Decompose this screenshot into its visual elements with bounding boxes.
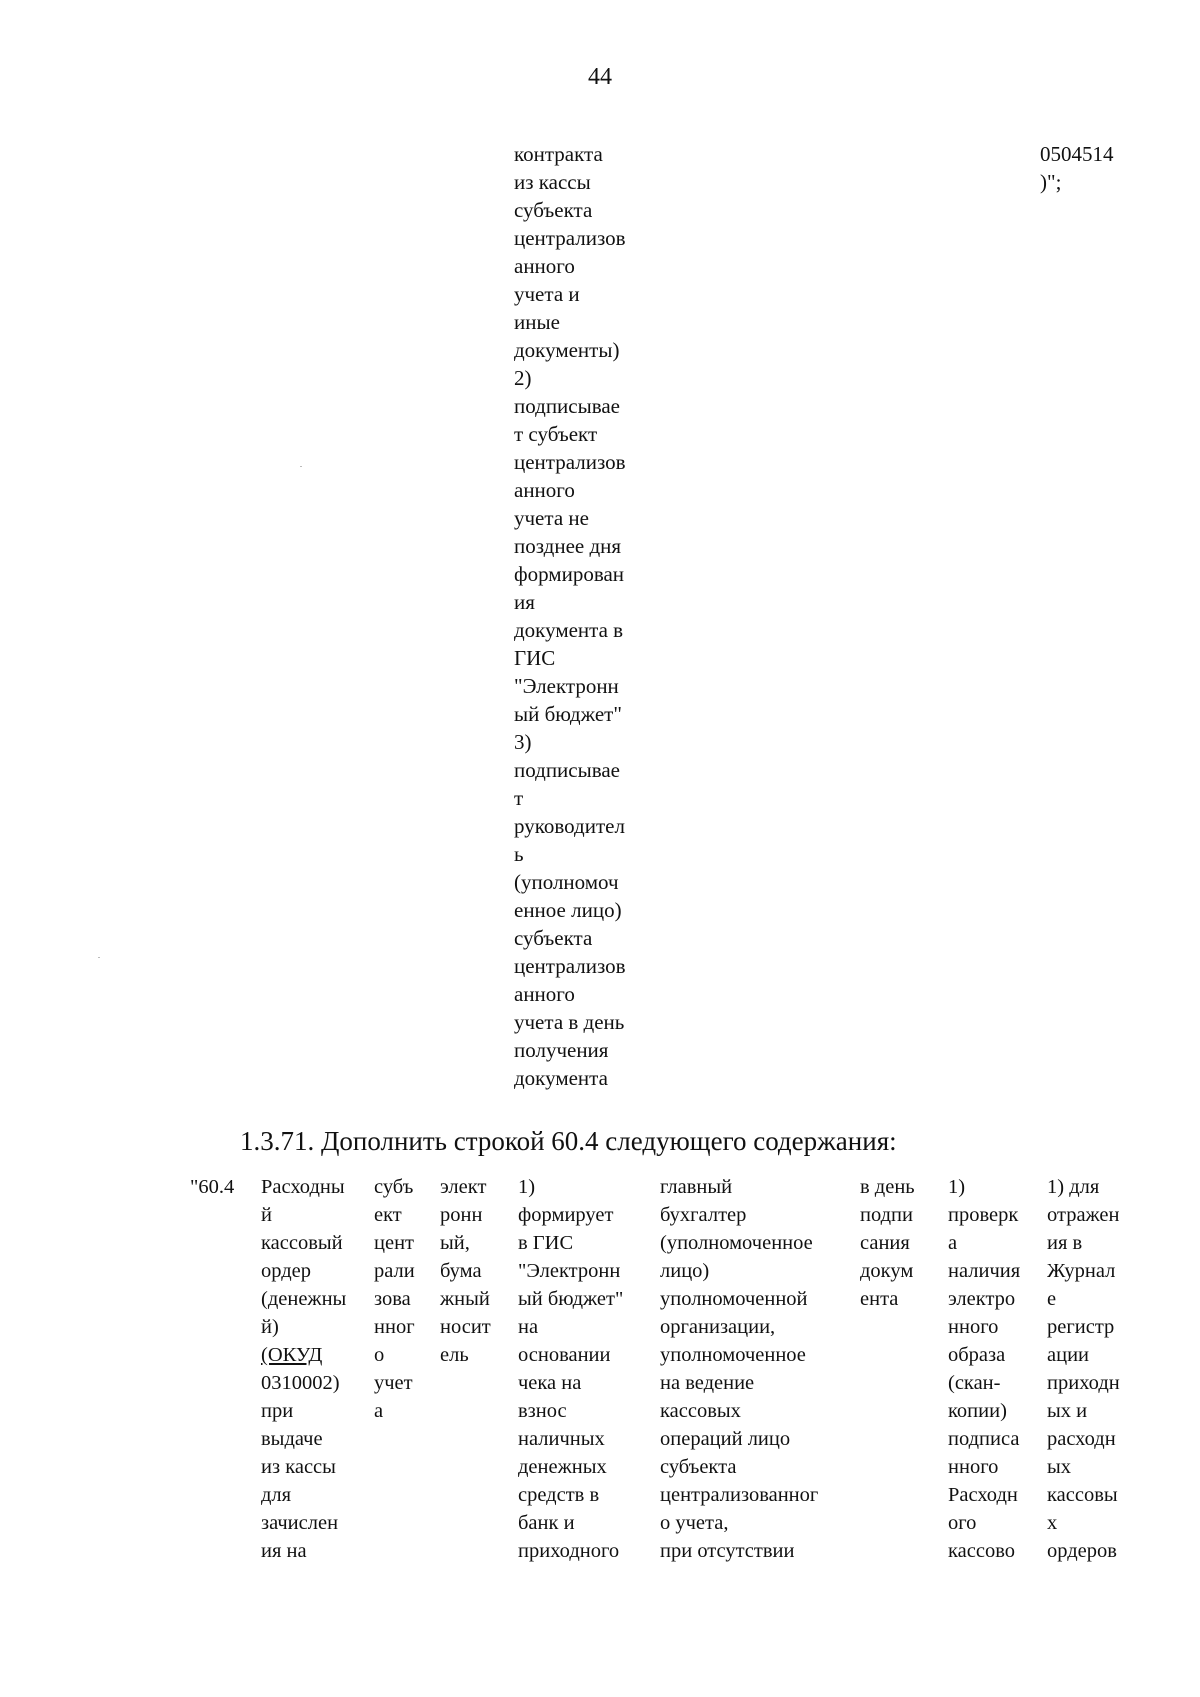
text-line: наличия (948, 1260, 1021, 1282)
text-line: ронн (440, 1204, 483, 1226)
text-line: отражен (1047, 1204, 1120, 1226)
text-line: ь (514, 842, 524, 866)
text-line: руководител (514, 814, 625, 838)
text-line: докум (860, 1260, 914, 1282)
text-line: операций лицо (660, 1428, 791, 1450)
text-line: ого (948, 1512, 977, 1534)
text-line: учета и (514, 282, 580, 306)
text-line: на ведение (660, 1372, 755, 1394)
text-line: 1) (948, 1176, 966, 1198)
text-line: контракта (514, 142, 603, 166)
text-line: наличных (518, 1428, 605, 1450)
formation-procedure-cell (518, 1173, 623, 1565)
text-line: т (514, 786, 524, 810)
text-line: кассово (948, 1540, 1015, 1562)
text-line: жный (440, 1288, 490, 1310)
text-line: о учета, (660, 1512, 729, 1534)
text-line: ый бюджет" (518, 1288, 624, 1310)
text-line: нного (948, 1316, 999, 1338)
text-line: субъекта (660, 1456, 737, 1478)
text-line: ия на (261, 1540, 307, 1562)
scan-speck (300, 466, 302, 467)
media-type-cell (440, 1173, 491, 1369)
text-line: ия (514, 590, 535, 614)
text-line: ых (1047, 1456, 1072, 1478)
verification-cell (948, 1173, 1020, 1565)
text-line: а (374, 1400, 384, 1422)
text-line: й) (261, 1316, 279, 1338)
text-line: из кассы (261, 1456, 336, 1478)
text-line: подписывае (514, 394, 621, 418)
row-number-cell (190, 1173, 234, 1201)
text-line: ых и (1047, 1400, 1088, 1422)
text-line: анного (514, 254, 575, 278)
text-line: (денежны (261, 1288, 347, 1310)
text-line: ый бюджет" (514, 702, 622, 726)
text-line: ордеров (1047, 1540, 1117, 1562)
text-line: приходн (1047, 1372, 1120, 1394)
text-line: банк и (518, 1512, 575, 1534)
text-line: для (261, 1484, 292, 1506)
text-line: иные (514, 310, 560, 334)
text-line: 1) для (1047, 1176, 1100, 1198)
text-line: анного (514, 982, 575, 1006)
text-line: субъ (374, 1176, 414, 1198)
text-line: приходного (518, 1540, 620, 1562)
text-line: 3) (514, 730, 532, 754)
text-line: образа (948, 1344, 1006, 1366)
text-line: "Электронн (514, 674, 619, 698)
text-line: нног (374, 1316, 415, 1338)
text-line: подписывае (514, 758, 621, 782)
text-line: 0310002) (261, 1372, 340, 1394)
text-line: ия в (1047, 1232, 1083, 1254)
text-line: формирован (514, 562, 625, 586)
text-line: ордер (261, 1260, 312, 1282)
text-line: позднее дня (514, 534, 622, 558)
text-line: ель (440, 1344, 469, 1366)
text-line: расходн (1047, 1428, 1116, 1450)
text-line: )"; (1040, 170, 1062, 194)
registration-cell (1047, 1173, 1120, 1565)
text-line: регистр (1047, 1316, 1115, 1338)
text-line: енное лицо) (514, 898, 622, 922)
text-line: главный (660, 1176, 733, 1198)
text-line: й (261, 1204, 272, 1226)
text-line: цент (374, 1232, 414, 1254)
text-line: Расходны (261, 1176, 345, 1198)
text-line: носит (440, 1316, 491, 1338)
text-line: централизованног (660, 1484, 819, 1506)
text-line: на (518, 1316, 539, 1338)
text-line: 2) (514, 366, 532, 390)
text-line: ГИС (514, 646, 556, 670)
text-line: субъекта (514, 198, 593, 222)
text-line: Расходн (948, 1484, 1018, 1506)
text-line: субъекта (514, 926, 593, 950)
text-line: документа в (514, 618, 624, 642)
text-line: анного (514, 478, 575, 502)
scan-speck (98, 957, 100, 958)
text-line: лицо) (660, 1260, 710, 1282)
text-line: е (1047, 1288, 1057, 1310)
text-line: сания (860, 1232, 910, 1254)
text-line: зачислен (261, 1512, 339, 1534)
text-line: основании (518, 1344, 611, 1366)
text-line: нного (948, 1456, 999, 1478)
text-line: рали (374, 1260, 415, 1282)
text-line: электро (948, 1288, 1016, 1310)
text-line: организации, (660, 1316, 776, 1338)
text-line: элект (440, 1176, 487, 1198)
text-line: бухгалтер (660, 1204, 747, 1226)
text-line: чека на (518, 1372, 582, 1394)
text-line: ента (860, 1288, 899, 1310)
text-line: уполномоченной (660, 1288, 808, 1310)
signer-cell (660, 1173, 818, 1565)
text-line: копии) (948, 1400, 1007, 1422)
text-line: взнос (518, 1400, 567, 1422)
text-line: уполномоченное (660, 1344, 806, 1366)
text-line: учета в день (514, 1010, 625, 1034)
text-line: формирует (518, 1204, 614, 1226)
text-line: учета не (514, 506, 589, 530)
text-line: (ОКУД (261, 1344, 323, 1366)
text-line: в день (860, 1176, 915, 1198)
text-line: ации (1047, 1344, 1090, 1366)
text-line: денежных (518, 1456, 607, 1478)
text-line: бума (440, 1260, 482, 1282)
text-line: (уполномоченное (660, 1232, 813, 1254)
continuation-code-column (1040, 140, 1160, 196)
text-line: (скан- (948, 1372, 1001, 1394)
text-line: о (374, 1344, 385, 1366)
text-line: кассовый (261, 1232, 343, 1254)
text-line: при отсутствии (660, 1540, 795, 1562)
text-line: х (1047, 1512, 1058, 1534)
text-line: в ГИС (518, 1232, 574, 1254)
text-line: получения (514, 1038, 609, 1062)
compiler-cell (374, 1173, 415, 1425)
document-name-cell (261, 1173, 346, 1565)
text-line: централизов (514, 450, 626, 474)
text-line: централизов (514, 226, 626, 250)
text-line: средств в (518, 1484, 600, 1506)
text-line: централизов (514, 954, 626, 978)
text-line: ект (374, 1204, 402, 1226)
text-line: кассовых (660, 1400, 741, 1422)
text-line: выдаче (261, 1428, 323, 1450)
text-line: ый, (440, 1232, 470, 1254)
text-line: при (261, 1400, 294, 1422)
text-line: "Электронн (518, 1260, 621, 1282)
text-line: "60.4 (190, 1176, 235, 1198)
text-line: учет (374, 1372, 413, 1394)
instruction-text: 1.3.71. Дополнить строкой 60.4 следующего содержания: (240, 1126, 897, 1156)
text-line: 0504514 (1040, 142, 1114, 166)
text-line: Журнал (1047, 1260, 1116, 1282)
text-line: кассовы (1047, 1484, 1118, 1506)
text-line: 1) (518, 1176, 536, 1198)
text-line: (уполномоч (514, 870, 619, 894)
text-line: подпи (860, 1204, 914, 1226)
deadline-cell (860, 1173, 915, 1313)
text-line: документа (514, 1066, 608, 1090)
text-line: из кассы (514, 170, 591, 194)
page-number: 44 (588, 64, 612, 90)
text-line: подписа (948, 1428, 1020, 1450)
text-line: т субъект (514, 422, 598, 446)
text-line: проверк (948, 1204, 1019, 1226)
continuation-form-column (514, 140, 664, 1092)
text-line: зова (374, 1288, 411, 1310)
text-line: а (948, 1232, 958, 1254)
text-line: документы) (514, 338, 620, 362)
